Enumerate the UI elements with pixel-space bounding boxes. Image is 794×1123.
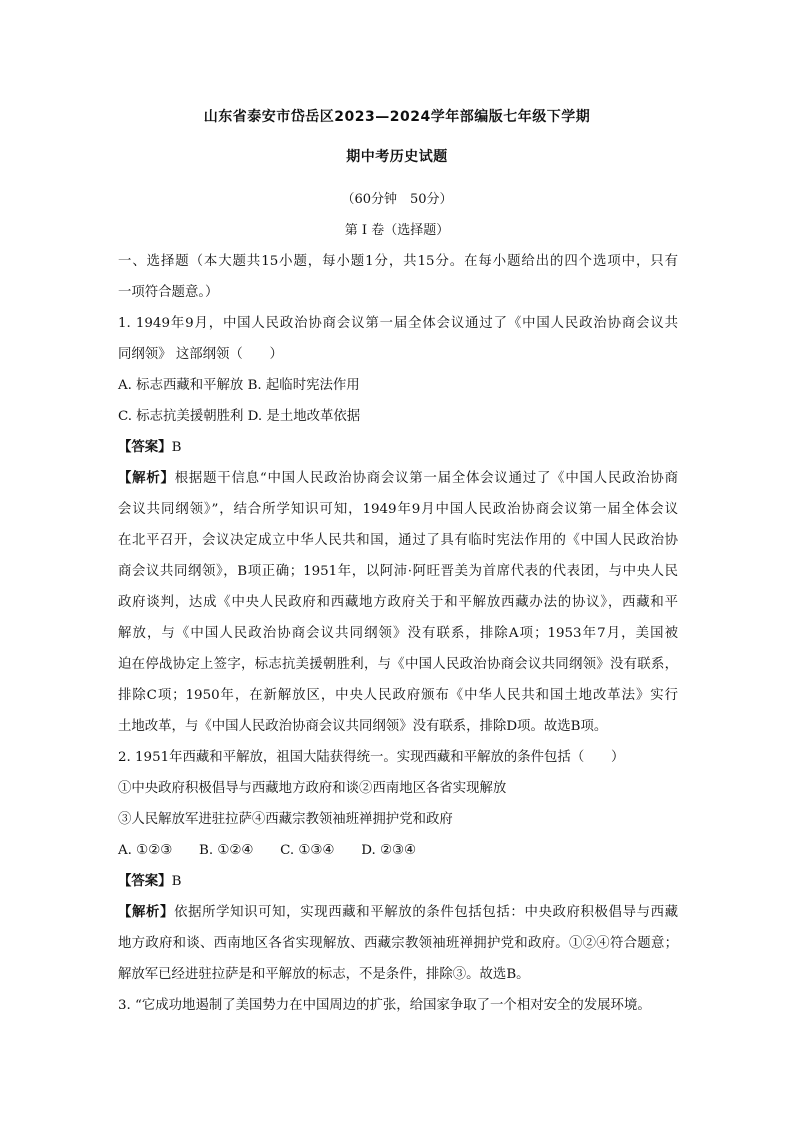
q1-analysis-line1 (118, 467, 678, 486)
volume-heading: 第 I 卷（选择题） (344, 223, 450, 238)
analysis-text: 根据题干信息“中国人民政治协商会议第一届全体会议通过了《中国人民政治协商 (174, 471, 678, 486)
q1-analysis-line9: 土地改革，与《中国人民政治协商会议共同纲领》没有联系，排除D项。故选B项。 (118, 719, 608, 734)
q2-answer (118, 870, 678, 889)
analysis-label: 【解析】 (118, 470, 175, 486)
q2-analysis-line3: 解放军已经进驻拉萨是和平解放的标志，不是条件，排除③。故选B。 (118, 967, 530, 982)
q3-stem-line1: 3. “它成功地遏制了美国势力在中国周边的扩张，给国家争取了一个相对安全的发展环境。 (118, 998, 651, 1013)
answer-value: B (171, 440, 182, 455)
section-instructions-line1: 一、选择题（本大题共15小题，每小题1分，共15分。在每小题给出的四个选项中，只有 (118, 254, 678, 269)
q2-items-line1: ①中央政府积极倡导与西藏地方政府和谈②西南地区各省实现解放 (118, 781, 507, 796)
q1-analysis-line7: 迫在停战协定上签字，标志抗美援朝胜利，与《中国人民政治协商会议共同纲领》没有联系， (118, 657, 678, 672)
q1-analysis-line6: 解放，与《中国人民政治协商会议共同纲领》没有联系，排除A项；1953年7月，美国被 (118, 626, 678, 641)
q2-analysis-line1 (118, 901, 678, 920)
q1-analysis-line8: 排除C项；1950年，在新解放区，中央人民政府颁布《中华人民共和国土地改革法》实行 (118, 688, 678, 703)
q1-options-line2: C. 标志抗美援朝胜利 D. 是土地改革依据 (118, 409, 361, 424)
q1-analysis-line3: 在北平召开，会议决定成立中华人民共和国，通过了具有临时宪法作用的《中国人民政治协 (118, 533, 678, 548)
q1-stem-line2: 同纲领》 这部纲领（ ） (118, 347, 283, 362)
q1-analysis-line4: 商会议共同纲领》，B项正确；1951年，以阿沛·阿旺晋美为首席代表的代表团，与中央人民 (118, 564, 678, 579)
q2-items-line2: ③人民解放军进驻拉萨④西藏宗教领袖班禅拥护党和政府 (118, 812, 453, 827)
analysis-label: 【解析】 (118, 904, 175, 920)
q2-analysis-line2: 地方政府和谈、西南地区各省实现解放、西藏宗教领袖班禅拥护党和政府。①②④符合题意； (118, 936, 678, 951)
q1-answer (118, 436, 678, 455)
q2-stem: 2. 1951年西藏和平解放，祖国大陆获得统一。实现西藏和平解放的条件包括（ ） (118, 750, 625, 765)
q1-analysis-line5: 政府谈判，达成《中央人民政府和西藏地方政府关于和平解放西藏办法的协议》，西藏和平 (118, 595, 678, 610)
answer-label: 【答案】 (118, 873, 172, 889)
analysis-text: 依据所学知识可知，实现西藏和平解放的条件包括包括：中央政府积极倡导与西藏 (174, 905, 678, 920)
q1-analysis-line2: 会议共同纲领》”，结合所学知识可知，1949年9月中国人民政治协商会议第一届全体会议 (118, 502, 678, 517)
q1-stem-line1: 1. 1949年9月，中国人民政治协商会议第一届全体会议通过了《中国人民政治协商会议共 (118, 316, 678, 331)
exam-info: （60分钟 50分） (341, 192, 453, 207)
answer-label: 【答案】 (118, 439, 172, 455)
answer-value: B (171, 874, 182, 889)
q1-options-line1: A. 标志西藏和平解放 B. 起临时宪法作用 (118, 378, 360, 393)
section-instructions-line2: 一项符合题意。） (118, 285, 219, 300)
document-title-line1: 山东省泰安市岱岳区2023—2024学年部编版七年级下学期 (203, 109, 591, 125)
document-title-line2: 期中考历史试题 (346, 149, 448, 165)
q2-options: A. ①②③ B. ①②④ C. ①③④ D. ②③④ (118, 843, 416, 858)
